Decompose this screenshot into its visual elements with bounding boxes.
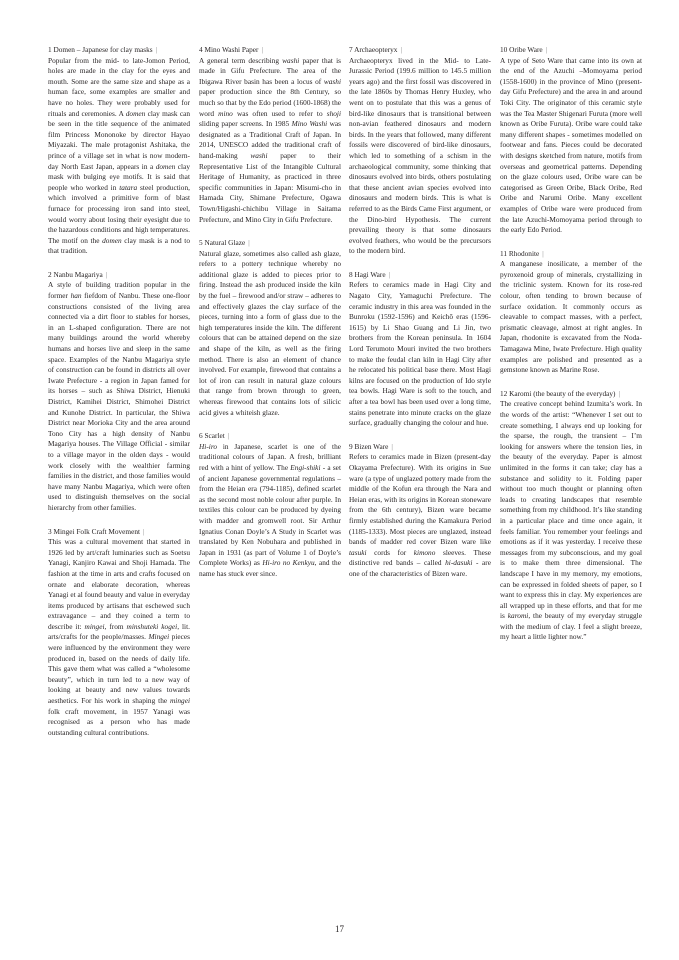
body-text: Refers to ceramics made in Bizen (present-day Okayama Prefecture). With its origins in Sue ware (a type of unglazed pottery made from the middle of the Kofun era through the Nara and Heian eras, with its origins in Korean stoneware from the 6th century), Bizen ware became firmly established during the Kamakura Period (1185-1333). Most pieces are unglazed, instead bands of madder red cover Bizen ware like [349,452,491,547]
body-text: pieces were influenced by the environment they were produced in, based on the needs of daily life. This gave them what was called a “wholesome beauty”, which in turn led to a new way of looking at beauty and new values towards aesthetics. For his work in shaping the [48,632,190,706]
title-divider: | [105,269,108,279]
glossary-entry [199,45,341,225]
entry-title-text: 9 Bizen Ware [349,441,389,451]
entry-body [349,452,491,579]
entry-body [199,249,341,419]
entry-body [48,56,190,257]
italic-term: Mingei [148,632,170,642]
italic-term: washi [282,55,300,65]
entry-title-text: 6 Scarlet [199,431,225,441]
entry-body [500,399,642,643]
body-text: Popular from the mid- to late-Jomon Period, holes are made in the clay for the eyes and mouth. Some are the same size and shape as a human face, some examples are smaller and have no holes. They were probably used for rituals and ceremonies. A [48,55,190,118]
italic-term: minshuteki kogei [126,621,178,631]
title-divider: | [227,431,230,441]
entry-title-text: 2 Nanbu Magariya [48,269,103,279]
title-divider: | [400,45,402,54]
title-divider: | [391,441,393,451]
glossary-entry [500,249,642,376]
title-divider: | [248,238,250,248]
entry-title [199,45,341,56]
body-text: sliding paper screens. In 1985 [199,119,292,129]
title-divider: | [261,45,263,54]
entry-title [48,270,190,281]
italic-term: karomi [507,611,529,621]
italic-term: kimono [413,547,436,557]
entry-body [48,280,190,513]
entry-title [48,527,190,538]
body-text: A type of Seto Ware that came into its own at the end of the Azuchi –Momoyama period (1558-1600) in the province of Mino (present-day Gifu Prefecture) and the area in and around Toki City. The originator of this ceramic style was the Tea Master Shigenari Furuta (more well known as Oribe Furuta). Oribe ware could take many different shapes - sometimes modelled on footwear and fans. Pieces could be decorated with designs sketched from nature, motifs from overseas and geometrical patterns. Depending on the glaze colours used, Oribe ware can be categorised as Green Oribe, Black Oribe, Red Oribe and Narumi Oribe. Many excellent examples of Oribe ware were produced from the late Azuchi-Momoyama period through to the early Edo Period. [500,55,642,235]
body-text: clay mask is a nod to that tradition. [48,235,190,256]
glossary-entry [500,389,642,643]
body-text: Archaeopteryx lived in the Mid- to Late-Jurassic Period (199.6 million to 145.5 million years ago) and the first fossil was discovered in the late 1860s by Thomas Henry Huxley, who went on to postulate that this was a genus of bird-like dinosaurs that is transitional between non-avian feathered dinosaurs and modern birds. In the years that followed, many different fossils were discovered of bird-like dinosaurs, which led to something of a schism in the archaeological community, some thinking that dinosaurs evolved into birds, others postulating that these ancient avian species evolved into dinosaurs and modern birds. This is what is referred to as the Birds Came First argument, or the Dino-bird Hypothesis. The current prevailing theory is that some dinosaurs evolved feathers, who would be the precursors to the modern bird. [349,55,491,256]
glossary-entry [349,270,491,429]
italic-term: hi-dasuki [445,558,473,568]
entry-title-text: 12 Karomi (the beauty of the everyday) [500,388,616,398]
entry-body [199,56,341,226]
body-text: sleeves. These distinctive red bands – called [349,547,491,568]
italic-term: domen [102,235,122,245]
entry-title-text: 11 Rhodonite [500,248,540,258]
italic-term: mino [218,108,233,118]
body-text: A manganese inosilicate, a member of the pyroxenoid group of minerals, crystallizing in the triclinic system. Known for its rose-red colour, often tending to brown because of surface oxidation. It commonly occurs as cleavable to compact masses, with a perfect, prismatic cleavage, almost at right angles. In Japan, rhodonite is excavated from the Noda-Tamagawa Mine, Iwate Prefecture. High quality examples are polished and presented as a gemstone known as Marine Rose. [500,259,642,375]
body-text: clay mask can be seen in the title sequence of the animated film Princess Mononoke by director Hayao Miyazaki. The male protagonist Ashitaka, the prince of a village set in what is now modern-day North East Japan, appears in a [48,108,191,171]
body-text: folk craft movement, in 1957 Yanagi was recognised as a person who has made outstanding cultural contributions. [48,706,190,737]
body-text: Natural glaze, sometimes also called ash glaze, refers to a pottery technique whereby no additional glaze is added to pieces prior to firing. Instead the ash produced inside the kiln by the fuel – firewood and/or straw – adheres to and effectively glazes the clay surface of the pieces, turning into a form of glass due to the high temperatures inside the kiln. The different colours that can be attained depend on the size and shape of the kiln, as well as the firing method. There is also an element of chance involved. For example, firewood that contains a lot of iron can result in natural glaze colours that range from brown through to green, whereas firewood that contains lots of silicic acid gives a whiteish glaze. [199,248,341,417]
body-text: , from [104,621,127,631]
title-divider: | [155,45,158,54]
body-text: clay mask with bulging eye motifs. It is said that people who worked in [48,161,190,192]
body-text: This was a cultural movement that started in 1926 led by art/craft luminaries such as Soetsu Yanagi, Kanjiro Kawai and Shoji Hamada. The fashion at the time in arts and crafts focused on ornate and elaborate decoration, whereas Yanagi et al found beauty and value in everyday items produced by artisans that eschewed such extravagance – and they coined a term to describe it: [48,537,190,631]
title-divider: | [545,45,548,54]
body-text: was designated as a Traditional Craft of Japan. In 2014, UNESCO added the traditional craft of hand-making [199,119,341,160]
title-divider: | [618,388,620,398]
entry-title [349,270,491,281]
italic-term: mingei [84,621,105,631]
entry-body [199,442,341,580]
entry-title-text: 7 Archaeopteryx [349,45,398,54]
italic-term: tatara [119,182,138,192]
entry-body [500,259,642,376]
entry-title [349,45,491,56]
glossary-entry [349,45,491,257]
body-text: fiefdom of Nanbu. These one-floor constructions consisted of the living area connected via a dirt floor to stables for horses, in an L-shaped configuration. There are not many buildings around the world whereby humans and horses live and sleep in the same space. Examples of the Nanbu Magariya style of construction can be found in districts all over Iwate Prefecture - a region in Japan famed for its horses – such as Shiwa District, Hienuki District, Kamihei District, Shimohei District and Kunohe District. In particular, the Shiwa District near Morioka City and the area around Tono City has a high density of Nanbu Magariya houses. The Village Official - similar to a village mayor in the olden days - would work closely with the wealthier farming families in the district, and those families would have many Nanbu Magariya, which were often used to distinguish themselves on the social hierarchy from other families. [48,291,190,512]
glossary-entry [48,527,190,739]
entry-body [349,56,491,257]
entry-title-text: 10 Oribe Ware [500,45,543,54]
italic-term: domen [125,108,146,118]
italic-term: Mino Washi [291,119,328,129]
title-divider: | [143,526,145,536]
body-text: cords for [366,547,414,557]
glossary-entry [199,431,341,579]
entry-title-text: 8 Hagi Ware [349,269,386,279]
entry-title [199,238,341,249]
body-text: , the beauty of my everyday struggle with the medium of clay. I feel a slight breeze, my heart a little lighter now.” [500,611,642,642]
text-column-2 [199,45,341,593]
body-text: Refers to ceramics made in Hagi City and Nagato City, Yamaguchi Prefecture. The ceramic industry in this area was founded in the Bunroku (1592-1596) and Keichō eras (1596-1615) by Li Shao Guang and Li Jin, two brothers from the Korean peninsula. In 1604 Lord Terumoto Mouri invited the two brothers to make the feudal clan kiln in Hagi City after he relocated his political base there. Most Hagi kilns are focused on the production of Ido style tea bowls. Hagi Ware is soft to the touch, and after a tea bowl has been used over a long time, stains penetrate into minute cracks on the glaze surface, gradually changing the colour and hue. [349,280,491,428]
entry-title [500,45,642,56]
text-column-1 [48,45,190,751]
body-text: paper to their Representative List of the Intangible Cultural Heritage of Humanity, as practiced in three specific communities in Japan: Misumi-cho in Hamada City, Shimane Prefecture, Ogawa Town/Higashi-chichibu Village in Saitama Prefecture, and Mino City in Gifu Prefecture. [199,150,341,224]
entry-title [349,442,491,453]
entry-body [349,280,491,428]
italic-term: mingei [170,696,190,706]
italic-term: washi [250,150,268,160]
glossary-entry [199,238,341,418]
glossary-entry [48,45,190,257]
entry-title [500,389,642,400]
entry-title-text: 4 Mino Washi Paper [199,45,259,54]
body-text: was often used to refer to [232,108,327,118]
italic-term: domen [155,161,176,171]
body-text: paper that is made in Gifu Prefecture. The area of the Ibigawa River basin has been a locus of [199,55,342,86]
body-text: The creative concept behind Izumita’s work. In the words of the artist: “Whenever I set out to create something, I always end up looking for the sparse, the rough, the transient – I’m looking for answers where the tension lies, in the beauty of the everyday. Paper is almost unlimited in the forms it can take; clay has a substance and solidity to it. Folding paper without too much thought or planning often leads to creating landscapes that resemble something from my childhood. It’s like standing in a particular place and time once again, it feels familiar. You remember your feelings and emotions as if it was yesterday. I receive these messages from my subconscious, and my goal is to make them three dimensional. The landscape I have in my memory, my emotions, can be expressed in folded sheets of paper, so I want to express this in clay. My experiences are all wrapped up in these efforts, and that for me is [500,399,642,621]
body-text: , lit. arts/crafts for the people/masses. [48,621,190,642]
body-text: - a set of ancient Japanese governmental regulations – from the Heian era (794-1185), defined scarlet as the second most noble colour after purple. In textiles this colour can be produced by dyeing with madder and gromwell root. Sir Arthur Ignatius Conan Doyle’s A Study in Scarlet was translated by Ken Nobuhara and published in Japan in 1931 (as part of Volume 1 of Doyle’s Complete Works) as [199,462,341,568]
body-text: paper production since the 8th Century, so much so that by the Edo period (1600-1868) the word [199,87,341,118]
title-divider: | [542,248,544,258]
text-column-4 [500,45,642,656]
page-number: 17 [335,924,344,934]
italic-term: Hi-iro no Kenkyu [262,558,315,568]
italic-term: shoji [326,108,342,118]
body-text: - are one of the characteristics of Bizen ware. [349,558,491,578]
body-text: in Japanese, scarlet is one of the traditional colours of Japan. A fresh, brilliant red with a hint of yellow. The [199,441,341,472]
entry-title-text: 5 Natural Glaze [199,238,246,248]
italic-term: Engi-shiki [290,462,321,472]
glossary-entry [500,45,642,236]
entry-title-text: 3 Mingei Folk Craft Movement [48,526,141,536]
title-divider: | [388,269,391,279]
body-text: steel production, which involved a primitive form of blast furnace for processing iron sand into steel, would worry about losing their eyesight due to the hazardous conditions and high temperatures. The motif on the [48,182,190,245]
glossary-entry [349,442,491,580]
entry-body [48,537,190,738]
italic-term: washi [323,76,341,86]
italic-term: Hi-iro [199,441,218,451]
entry-title-text: 1 Domen – Japanese for clay masks [48,45,153,54]
entry-body [500,56,642,236]
body-text: , and the name has stuck ever since. [199,558,341,578]
entry-title [500,249,642,260]
italic-term: han [70,291,82,301]
entry-title [199,431,341,442]
body-text: A style of building tradition popular in the former [48,280,190,301]
glossary-entry [48,270,190,514]
body-text: A general term describing [199,55,283,65]
italic-term: tasuki [349,547,367,557]
entry-title [48,45,190,56]
text-column-3 [349,45,491,593]
